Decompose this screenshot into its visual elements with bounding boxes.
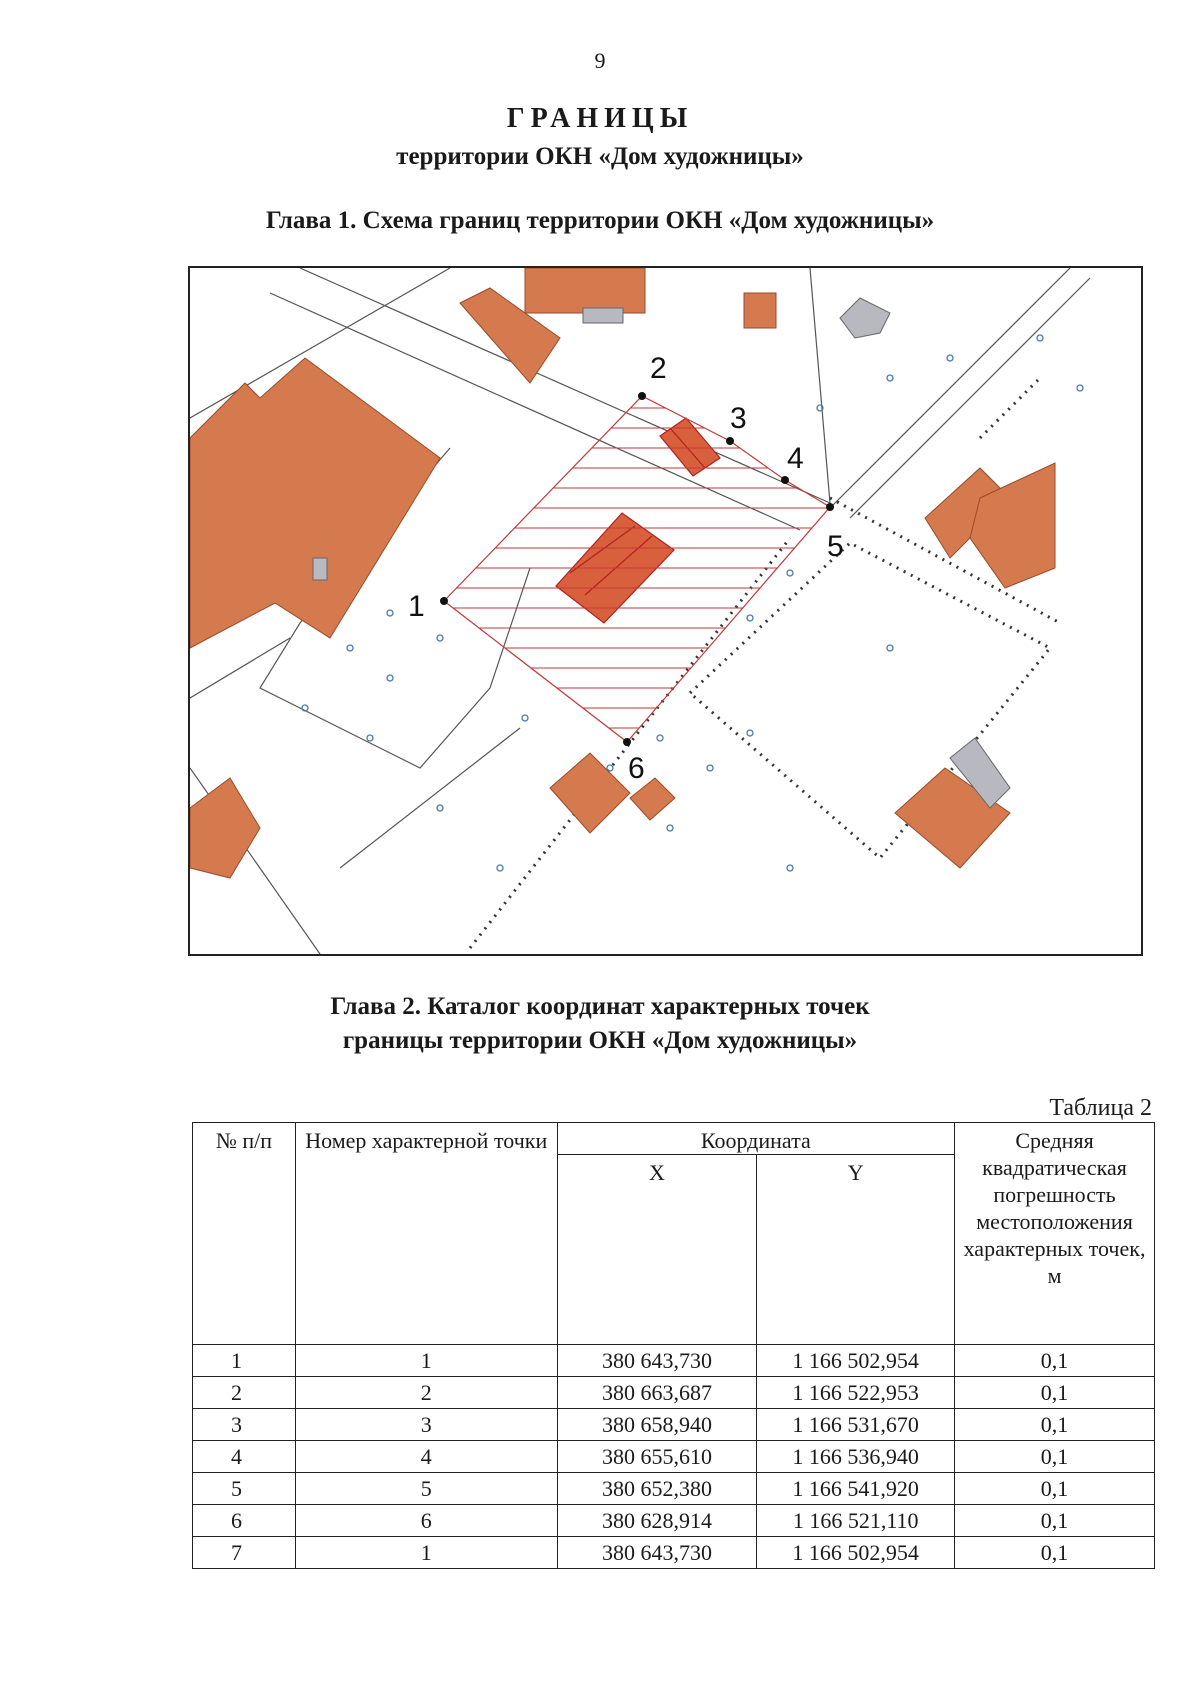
header-num: № п/п — [193, 1123, 296, 1345]
header-x: X — [557, 1155, 757, 1345]
cell-point: 4 — [295, 1441, 557, 1473]
cell-point: 1 — [295, 1345, 557, 1377]
chapter2-heading-line1: Глава 2. Каталог координат характерных точек — [330, 993, 870, 1020]
table-row — [193, 1409, 1155, 1441]
cell-error: 0,1 — [955, 1473, 1155, 1505]
cell-y: 1 166 521,110 — [757, 1505, 955, 1537]
coordinates-table — [192, 1122, 1155, 1569]
chapter2-heading-line2: границы территории ОКН «Дом художницы» — [342, 1027, 858, 1054]
cell-y: 1 166 536,940 — [757, 1441, 955, 1473]
cell-point: 1 — [295, 1537, 557, 1569]
cell-y: 1 166 531,670 — [757, 1409, 955, 1441]
table-row — [193, 1505, 1155, 1537]
cell-error: 0,1 — [955, 1441, 1155, 1473]
cell-error: 0,1 — [955, 1345, 1155, 1377]
cell-point: 3 — [295, 1409, 557, 1441]
header-error: Средняя квадратическая погрешность местоположения характерных точек, м — [955, 1123, 1155, 1345]
point-label: 2 — [650, 352, 667, 385]
map-drawing — [190, 268, 1141, 954]
point-label: 4 — [787, 442, 804, 475]
cell-point: 2 — [295, 1377, 557, 1409]
cell-num: 5 — [193, 1473, 296, 1505]
okn-buildings — [556, 418, 720, 623]
point-label: 6 — [628, 752, 645, 785]
cell-x: 380 628,914 — [557, 1505, 757, 1537]
cell-x: 380 663,687 — [557, 1377, 757, 1409]
cell-num: 6 — [193, 1505, 296, 1537]
cell-x: 380 643,730 — [557, 1345, 757, 1377]
cell-num: 4 — [193, 1441, 296, 1473]
boundary-map — [188, 266, 1143, 956]
cell-x: 380 652,380 — [557, 1473, 757, 1505]
cell-num: 7 — [193, 1537, 296, 1569]
boundary-point-2 — [638, 392, 646, 400]
cell-num: 2 — [193, 1377, 296, 1409]
table-row — [193, 1537, 1155, 1569]
cell-error: 0,1 — [955, 1537, 1155, 1569]
table-caption: Таблица 2 — [1049, 1095, 1152, 1121]
chapter2-heading — [0, 990, 1200, 1058]
page-subtitle: территории ОКН «Дом художницы» — [396, 143, 804, 170]
cell-num: 1 — [193, 1345, 296, 1377]
boundary-point-5 — [826, 503, 834, 511]
point-label: 1 — [408, 590, 425, 623]
boundary-point-3 — [726, 437, 734, 445]
cell-y: 1 166 541,920 — [757, 1473, 955, 1505]
cell-error: 0,1 — [955, 1505, 1155, 1537]
chapter1-heading: Глава 1. Схема границ территории ОКН «Дом художницы» — [265, 207, 935, 234]
header-y: Y — [757, 1155, 955, 1345]
header-point: Номер характерной точки — [295, 1123, 557, 1345]
point-label: 5 — [827, 530, 844, 563]
cell-y: 1 166 502,954 — [757, 1537, 955, 1569]
cell-x: 380 655,610 — [557, 1441, 757, 1473]
boundary-point-6 — [623, 738, 631, 746]
fence-lines — [470, 378, 1060, 948]
boundary-point-4 — [781, 476, 789, 484]
header-coordinate: Координата — [557, 1123, 954, 1155]
cell-error: 0,1 — [955, 1409, 1155, 1441]
page-number: 9 — [594, 48, 606, 73]
cell-y: 1 166 502,954 — [757, 1345, 955, 1377]
table-row — [193, 1345, 1155, 1377]
page-title: ГРАНИЦЫ — [506, 103, 694, 134]
cell-point: 6 — [295, 1505, 557, 1537]
table-row — [193, 1377, 1155, 1409]
point-label: 3 — [730, 402, 747, 435]
boundary-point-1 — [440, 597, 448, 605]
cell-x: 380 658,940 — [557, 1409, 757, 1441]
cell-point: 5 — [295, 1473, 557, 1505]
cell-num: 3 — [193, 1409, 296, 1441]
cell-y: 1 166 522,953 — [757, 1377, 955, 1409]
cell-x: 380 643,730 — [557, 1537, 757, 1569]
cell-error: 0,1 — [955, 1377, 1155, 1409]
table-row — [193, 1441, 1155, 1473]
table-row — [193, 1473, 1155, 1505]
